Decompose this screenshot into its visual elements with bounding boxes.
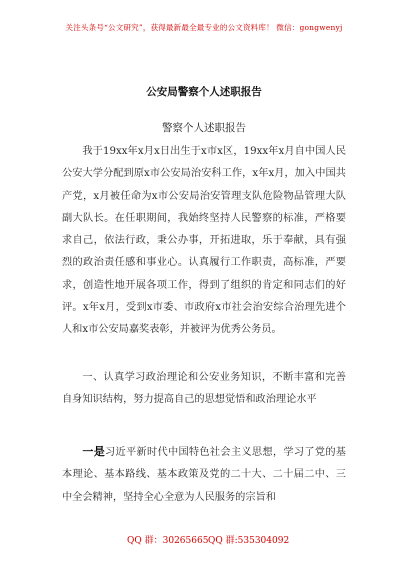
document-title: 公安局警察个人述职报告 bbox=[146, 86, 262, 98]
paragraph-text: 习近平新时代中国特色社会主义思想，学习了党的基本理论、基本路线、基本政策及党的二十大、二十届二中、三中全会精神，坚持全心全意为人民服务的宗旨和 bbox=[62, 447, 346, 503]
qq-group-left: QQ 群：30265665 bbox=[127, 536, 209, 546]
promo-banner: 关注头条号“公文研究”，获得最新最全最专业的公文资料库！ 微信：gongwenyj bbox=[65, 23, 343, 32]
paragraph-lead-marker: 一是 bbox=[82, 445, 105, 458]
document-subtitle: 警察个人述职报告 bbox=[162, 122, 246, 134]
section-heading-1: 一、认真学习政治理论和公安业务知识，不断丰富和完善自身知识结构，努力提高自己的思想觉悟和政治理论水平 bbox=[62, 372, 346, 406]
qq-group-right: QQ 群:535304092 bbox=[208, 536, 290, 546]
body-paragraph-study bbox=[62, 441, 346, 509]
body-paragraph-intro: 我于19xx年x月x日出生于x市x区，19xx年x月自中国人民公安大学分配到原x市公安局治安科工作，x年x月，加入中国共产党，x月被任命为x市公安局治安管理支队危险物品管理大队副大队长。在任职期间，我始终坚持人民警察的标准，严格要求自己，依法行政，秉公办事，开拓进取，乐于奉献，具有强烈的政治责任感和事业心。认真履行工作职责，高标准，严要求，创造性地开展各项工作，得到了组织的肯定和同志们的好评。x年x月，受到x市委、市政府x市社会治安综合治理先进个人和x市公安局嘉奖表彰，并被评为优秀公务员。 bbox=[62, 146, 346, 336]
